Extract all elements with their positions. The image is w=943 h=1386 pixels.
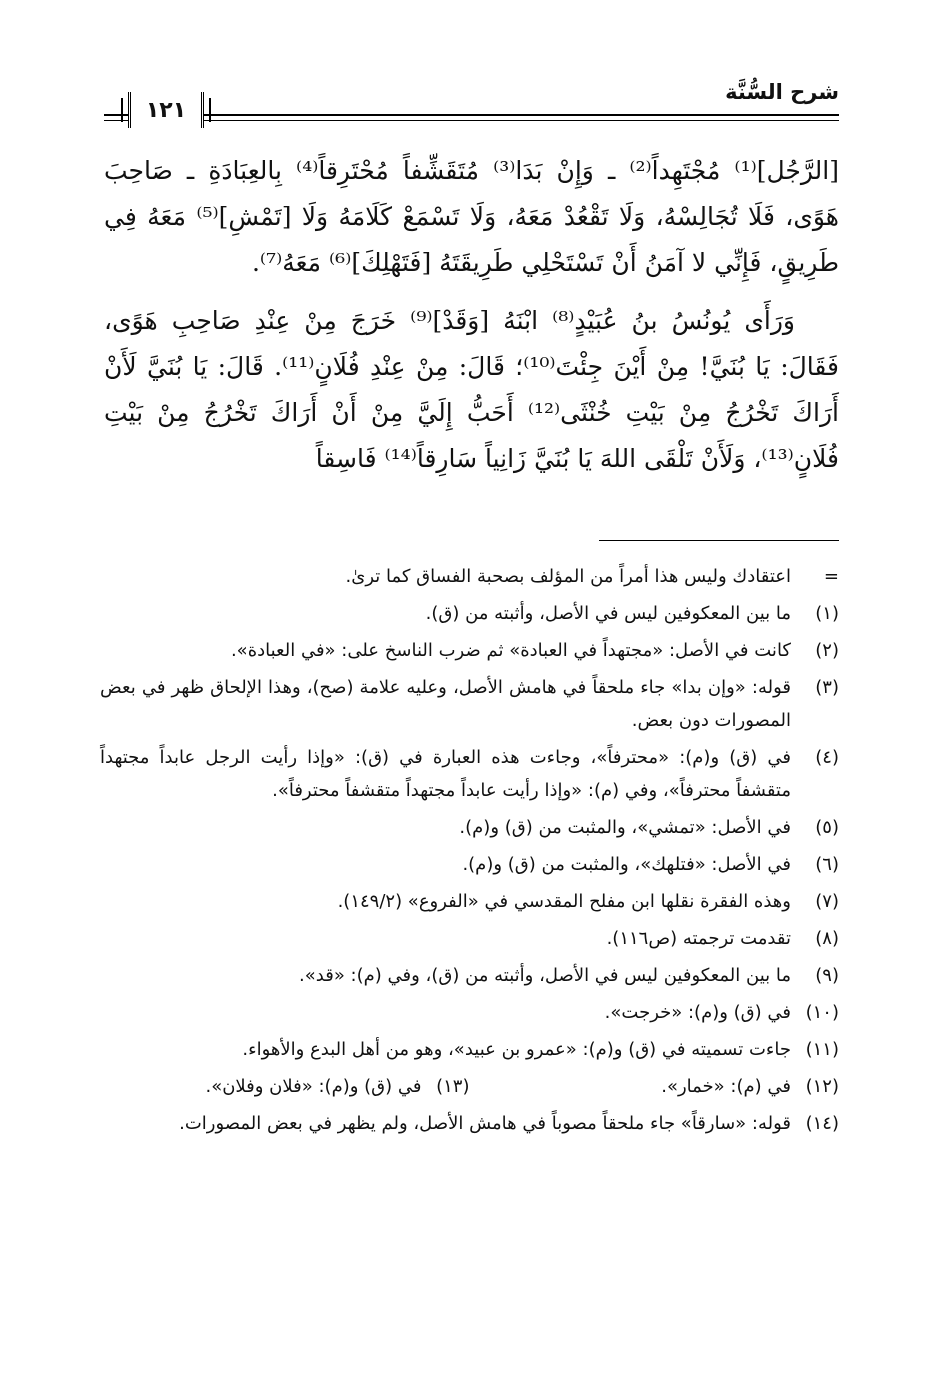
- footnote: [100, 996, 839, 1029]
- footnotes: [100, 560, 839, 1144]
- footnote-text: جاءت تسميته في (ق) و(م): «عمرو بن عبيد»، وهو من أهل البدع والأهواء.: [242, 1039, 791, 1060]
- footnote: [100, 1033, 839, 1066]
- footnote-number: (٧): [815, 891, 839, 912]
- footnote-text: في (ق) و(م): «محترفاً»، وجاءت هذه العبارة في (ق): «وإذا رأيت الرجل عابداً مجتهداً متقشفاً محترفاً»، وفي (م): «وإذا رأيت عابداً مجتهداً متقشفاً محترفاً».: [100, 747, 791, 801]
- footnote: [100, 597, 839, 630]
- footnote-text: كانت في الأصل: «مجتهداً في العبادة» ثم ضرب الناسخ على: «في العبادة».: [230, 640, 791, 661]
- footnote-number: (٦): [815, 854, 839, 875]
- header-rule: [104, 114, 839, 116]
- footnote-pair: [100, 1070, 839, 1107]
- footnote-text: في (ق) و(م): «خرجت».: [604, 1002, 791, 1023]
- footnote-text: وهذه الفقرة نقلها ابن مفلح المقدسي في «الفروع» (١٤٩/٢).: [337, 891, 791, 912]
- footnote-text: في (م): «خمار».: [661, 1076, 791, 1097]
- footnote-text: ما بين المعكوفين ليس في الأصل، وأثبته من (ق).: [425, 603, 791, 624]
- footnote-number: (٥): [815, 817, 839, 838]
- footnote-text: في الأصل: «تمشي»، والمثبت من (ق) و(م).: [459, 817, 791, 838]
- footnote: [470, 1070, 840, 1103]
- footnote-number: (١١): [805, 1039, 839, 1060]
- footnote-separator: [599, 540, 839, 541]
- footnote-text: قوله: «سارقاً» جاء ملحقاً مصوباً في هامش الأصل، ولم يظهر في بعض المصورات.: [179, 1113, 791, 1134]
- paragraph: وَرَأَى يُونُسُ بنُ عُبَيْدٍ⁽⁸⁾ ابْنَهُ [وَقَدْ]⁽⁹⁾ خَرَجَ مِنْ عِنْدِ صَاحِبِ هَوًى، فَقَالَ: يَا بُنَيَّ! مِنْ أَيْنَ جِئْتَ⁽¹⁰⁾؛ قَالَ: مِنْ عِنْدِ فُلَانٍ⁽¹¹⁾. قَالَ: يَا بُنَيَّ لَأَنْ أَرَاكَ تَخْرُجُ مِنْ بَيْتِ خُنْثَى⁽¹²⁾ أَحَبُّ إِلَيَّ مِنْ أَنْ أَرَاكَ تَخْرُجُ مِنْ بَيْتِ فُلَانٍ⁽¹³⁾، وَلَأَنْ تَلْقَى اللهَ يَا بُنَيَّ زَانِياً سَارِقاً⁽¹⁴⁾ فَاسِقاً: [104, 306, 840, 473]
- footnote-number: (١٤): [805, 1113, 839, 1134]
- footnote-number: (٨): [815, 928, 839, 949]
- footnote-text: قوله: «وإن بدا» جاء ملحقاً في هامش الأصل، وعليه علامة (صح)، وهذا الإلحاق ظهر في بعض المصورات دون بعض.: [100, 677, 791, 731]
- footnote: [100, 848, 839, 881]
- running-title: شرح السُّنَّة: [725, 80, 839, 104]
- header-rule-thin: [104, 120, 839, 121]
- footnote: [100, 741, 839, 807]
- footnote: [100, 922, 839, 955]
- footnote: [100, 560, 839, 593]
- footnote-number: (٣): [815, 677, 839, 698]
- page-number: ١٢١: [128, 92, 204, 128]
- paragraph: [الرَّجُل]⁽¹⁾ مُجْتَهِداً⁽²⁾ ـ وَإِنْ بَدَا⁽³⁾ مُتَقَشِّفاً مُحْتَرِقاً⁽⁴⁾ بِالعِبَادَةِ ـ صَاحِبَ هَوًى، فَلَا تُجَالِسْهُ، وَلَا تَقْعُدْ مَعَهُ، وَلَا تَسْمَعْ كَلَامَهُ وَلَا [تَمْشِ]⁽⁵⁾ مَعَهُ فِي طَرِيقٍ، فَإِنِّي لا آمَنُ أَنْ تَسْتَحْلِي طَرِيقَتَهُ [فَتَهْلِكَ]⁽⁶⁾ مَعَهُ⁽⁷⁾.: [104, 156, 839, 277]
- footnote-number: (٢): [815, 640, 839, 661]
- footnote: [100, 1070, 470, 1103]
- footnote: [100, 1107, 839, 1140]
- footnote-number: (١٣): [436, 1076, 470, 1097]
- footnote: [100, 811, 839, 844]
- footnote-number: (١): [815, 603, 839, 624]
- footnote: [100, 671, 839, 737]
- footnote-number: (٩): [815, 965, 839, 986]
- footnote: [100, 959, 839, 992]
- footnote: [100, 634, 839, 667]
- footnote-text: تقدمت ترجمته (ص١١٦).: [606, 928, 791, 949]
- main-text: [104, 148, 839, 482]
- footnote-number: (١٠): [805, 1002, 839, 1023]
- footnote-number: (١٢): [805, 1076, 839, 1097]
- footnote: [100, 885, 839, 918]
- footnote-number: =: [823, 566, 839, 587]
- footnote-text: اعتقادك وليس هذا أمراً من المؤلف بصحبة الفساق كما ترىٰ.: [345, 566, 791, 587]
- footnote-number: (٤): [815, 747, 839, 768]
- footnote-text: ما بين المعكوفين ليس في الأصل، وأثبته من (ق)، وفي (م): «قد».: [299, 965, 791, 986]
- footnote-text: في الأصل: «فتلهك»، والمثبت من (ق) و(م).: [462, 854, 791, 875]
- footnote-text: في (ق) و(م): «فلان وفلان».: [205, 1076, 422, 1097]
